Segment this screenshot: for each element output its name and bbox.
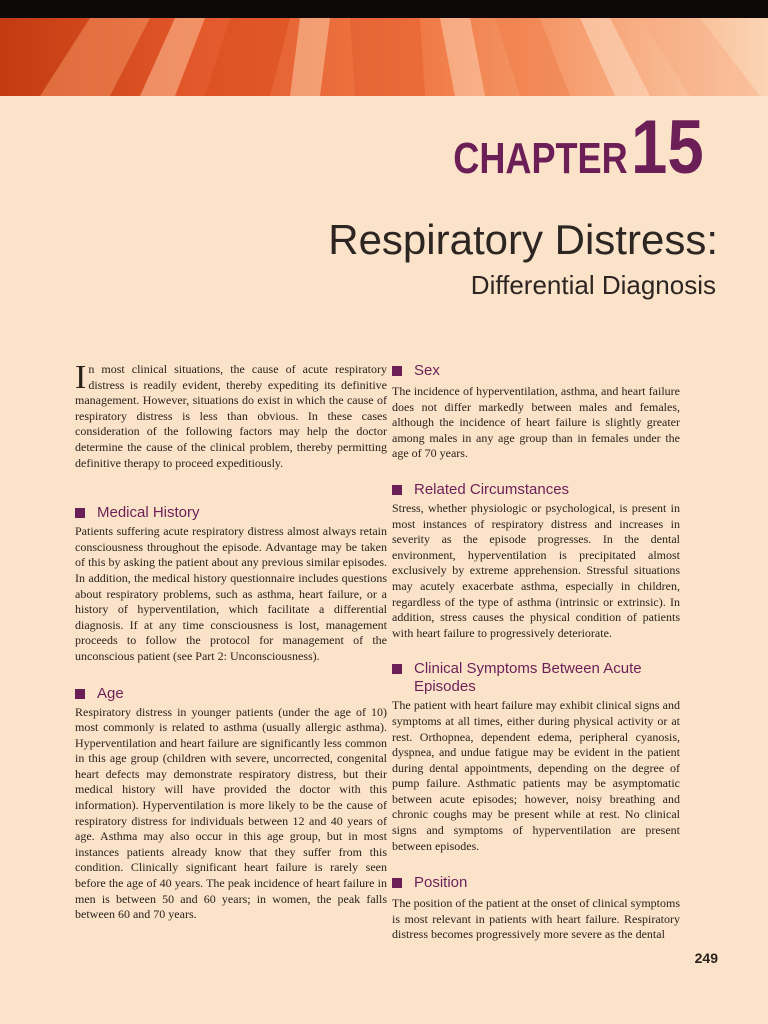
- clinical-symptoms-paragraph: The patient with heart failure may exhibit clinical signs and symptoms at all times, either during physical activity or at rest. Orthopnea, dependent edema, peripheral cyanosis, dyspnea, and undue fatigue may be evident in the patient during dental appointments, depending on the degree of pump failure. Asthmatic patients may be asymptomatic between acute episodes; however, noisy breathing and chronic coughs may be present while at rest. No clinical signs and symptoms of hyperventilation are present between episodes.: [392, 698, 680, 853]
- square-bullet-icon: [75, 689, 85, 699]
- intro-text: n most clinical situations, the cause of acute respiratory distress is readily evident, thereby expediting its definitive management. However, situations do exist in which the cause of respiratory distress is less than obvious. In these cases consideration of the following factors may help the doctor determine the cause of the clinical problem, thereby permitting definitive therapy to proceed expeditiously.: [75, 362, 387, 470]
- chapter-title: Respiratory Distress:: [328, 216, 718, 263]
- medical-history-paragraph: Patients suffering acute respiratory distress almost always retain consciousness throughout the episode. Advantage may be taken of this by asking the patient about any previous similar episodes. In addition, the medical history questionnaire includes questions about respiratory problems, such as asthma, heart failure, or a history of hyperventilation, which facilitate a differential diagnosis. If at any time consciousness is lost, management proceeds to follow the protocol for management of the unconscious patient (see Part 2: Unconsciousness).: [75, 524, 387, 663]
- intro-paragraph: [75, 359, 387, 471]
- chapter-subtitle: Differential Diagnosis: [470, 270, 716, 300]
- square-bullet-icon: [75, 508, 85, 518]
- chapter-heading: [415, 105, 716, 190]
- age-paragraph: Respiratory distress in younger patients (under the age of 10) most commonly is related to asthma (usually allergic asthma). Hyperventilation and heart failure are significantly less common in this age group (children with severe, uncorrected, congenital heart defects may demonstrate respiratory distress, but their medical history will have provided the doctor with this information). Hyperventilation is more likely to be the cause of respiratory distress for individuals between 12 and 40 years of age. Asthma may also occur in this age group, but in most instances patients already know that they suffer from this condition. Clinically significant heart failure is rarely seen before the age of 40 years. The peak incidence of heart failure in men is between 50 and 60 years; in women, the peak falls between 60 and 70 years.: [75, 704, 387, 922]
- left-column: [75, 359, 387, 923]
- sex-heading: Sex: [392, 362, 680, 380]
- square-bullet-icon: [392, 485, 402, 495]
- drop-cap: I: [75, 359, 87, 396]
- clinical-symptoms-heading: Clinical Symptoms Between Acute Episodes: [392, 660, 680, 696]
- sex-paragraph: The incidence of hyperventilation, asthma, and heart failure does not differ markedly between males and females, although the incidence of heart failure is slightly greater among males in any age group than in females under the age of 70 years.: [392, 384, 680, 461]
- position-heading: Position: [392, 874, 680, 892]
- square-bullet-icon: [392, 664, 402, 674]
- square-bullet-icon: [392, 878, 402, 888]
- related-circumstances-heading: Related Circumstances: [392, 481, 680, 499]
- right-column: [392, 362, 680, 943]
- related-circumstances-paragraph: Stress, whether physiologic or psychological, is present in most instances of respiratory distress and increases in severity as the episode progresses. In the dental environment, hyperventilation is precipitated almost exclusively by extreme apprehension. Stressful situations may acutely exacerbate asthma, especially in children, regardless of the type of asthma (intrinsic or extrinsic). In addition, stress causes the physical condition of patients with heart failure to progressively deteriorate.: [392, 500, 680, 640]
- top-black-bar: [0, 0, 768, 18]
- age-heading: Age: [75, 685, 387, 703]
- position-paragraph: The position of the patient at the onset of clinical symptoms is most relevant in patients with heart failure. Respiratory distress becomes progressively more severe as the dental: [392, 896, 680, 942]
- header-banner: [0, 18, 768, 96]
- square-bullet-icon: [392, 366, 402, 376]
- page-number: 249: [694, 950, 718, 966]
- medical-history-heading: Medical History: [75, 504, 387, 522]
- banner-stripes-graphic: [0, 18, 768, 96]
- chapter-number: 15: [631, 105, 705, 190]
- chapter-label: CHAPTER: [453, 134, 628, 183]
